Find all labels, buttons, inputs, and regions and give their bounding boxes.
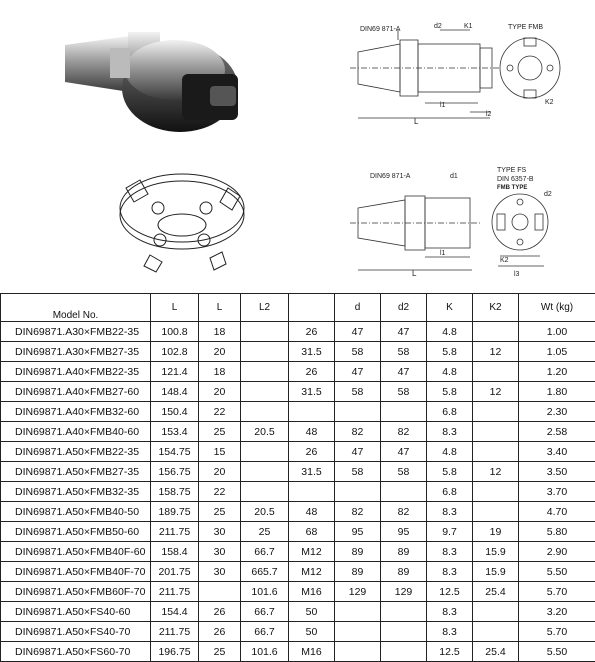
table-cell: 2.90 <box>519 542 595 562</box>
model-number-cell: DIN69871.A30×FMB22-35 <box>1 322 151 342</box>
model-number-cell: DIN69871.A50×FMB27-35 <box>1 462 151 482</box>
table-cell <box>241 382 289 402</box>
table-cell <box>381 482 427 502</box>
table-cell: 102.8 <box>151 342 199 362</box>
model-number-cell: DIN69871.A30×FMB27-35 <box>1 342 151 362</box>
table-header-row <box>1 294 595 322</box>
table-cell <box>241 362 289 382</box>
table-cell: 66.7 <box>241 602 289 622</box>
spec-table <box>0 293 595 662</box>
table-row <box>1 322 595 342</box>
table-cell: 20 <box>199 382 241 402</box>
table-row <box>1 522 595 542</box>
table-row <box>1 402 595 422</box>
table-cell: 665.7 <box>241 562 289 582</box>
table-cell <box>335 642 381 662</box>
table-cell: 58 <box>335 382 381 402</box>
table-cell: 129 <box>381 582 427 602</box>
table-cell: 26 <box>199 622 241 642</box>
table-cell: 25 <box>199 422 241 442</box>
table-cell: 82 <box>381 502 427 522</box>
model-number-cell: DIN69871.A50×FS40-70 <box>1 622 151 642</box>
table-cell: 196.75 <box>151 642 199 662</box>
table-cell: 48 <box>289 422 335 442</box>
table-cell: 47 <box>335 362 381 382</box>
table-cell: 3.40 <box>519 442 595 462</box>
table-cell: 82 <box>335 502 381 522</box>
model-number-cell: DIN69871.A40×FMB40-60 <box>1 422 151 442</box>
column-header: L <box>151 294 199 322</box>
table-cell: 5.50 <box>519 642 595 662</box>
table-cell: 12.5 <box>427 582 473 602</box>
table-cell <box>381 602 427 622</box>
table-cell: 47 <box>381 442 427 462</box>
table-cell: 82 <box>381 422 427 442</box>
table-cell: 5.8 <box>427 342 473 362</box>
table-cell <box>473 402 519 422</box>
table-cell <box>241 482 289 502</box>
table-cell: 95 <box>335 522 381 542</box>
table-cell: 5.8 <box>427 382 473 402</box>
table-cell <box>241 442 289 462</box>
table-cell: 30 <box>199 522 241 542</box>
din-6357-label: DIN 6357-B <box>497 176 534 183</box>
table-cell: 150.4 <box>151 402 199 422</box>
table-cell: 82 <box>335 422 381 442</box>
table-cell: 1.80 <box>519 382 595 402</box>
column-header: L <box>199 294 241 322</box>
table-row <box>1 362 595 382</box>
column-header: K2 <box>473 294 519 322</box>
table-cell: 15.9 <box>473 562 519 582</box>
column-header: d2 <box>381 294 427 322</box>
dim-k1-label: K1 <box>464 23 473 30</box>
table-cell: 189.75 <box>151 502 199 522</box>
table-cell: 30 <box>199 562 241 582</box>
table-cell: 47 <box>381 322 427 342</box>
table-cell: 25 <box>199 642 241 662</box>
model-number-cell: DIN69871.A50×FS60-70 <box>1 642 151 662</box>
table-row <box>1 602 595 622</box>
table-cell: 26 <box>289 442 335 462</box>
table-cell <box>473 502 519 522</box>
table-cell: 31.5 <box>289 462 335 482</box>
table-cell <box>473 442 519 462</box>
table-cell: 25 <box>241 522 289 542</box>
table-cell: 25 <box>199 502 241 522</box>
model-number-cell: DIN69871.A50×FMB32-35 <box>1 482 151 502</box>
table-cell <box>381 642 427 662</box>
table-cell: 2.30 <box>519 402 595 422</box>
table-cell <box>473 362 519 382</box>
table-cell <box>473 422 519 442</box>
model-number-cell: DIN69871.A50×FMB50-60 <box>1 522 151 542</box>
table-cell: 1.00 <box>519 322 595 342</box>
table-cell <box>473 622 519 642</box>
table-cell <box>335 402 381 422</box>
table-cell: 20 <box>199 342 241 362</box>
table-cell <box>199 582 241 602</box>
table-cell: 8.3 <box>427 562 473 582</box>
table-cell: 30 <box>199 542 241 562</box>
table-row <box>1 622 595 642</box>
table-cell: 22 <box>199 402 241 422</box>
table-cell: 12 <box>473 342 519 362</box>
table-cell: 8.3 <box>427 622 473 642</box>
table-cell: 58 <box>335 462 381 482</box>
tool-holder-photo <box>65 32 238 132</box>
table-cell: 154.4 <box>151 602 199 622</box>
model-number-cell: DIN69871.A50×FMB60F-70 <box>1 582 151 602</box>
dim-l-label: L <box>414 117 419 126</box>
table-cell: 4.8 <box>427 442 473 462</box>
table-cell <box>381 622 427 642</box>
dim-k2-label: K2 <box>545 99 554 106</box>
table-cell: 3.70 <box>519 482 595 502</box>
table-cell: 8.3 <box>427 542 473 562</box>
table-cell: 211.75 <box>151 522 199 542</box>
dim-d2-bottom-label: d2 <box>544 191 552 198</box>
table-cell: 158.4 <box>151 542 199 562</box>
table-cell: 5.50 <box>519 562 595 582</box>
table-cell: 31.5 <box>289 382 335 402</box>
table-cell: 89 <box>381 562 427 582</box>
table-cell: 50 <box>289 622 335 642</box>
dim-d2-label: d2 <box>434 23 442 30</box>
table-cell <box>473 482 519 502</box>
table-cell: 201.75 <box>151 562 199 582</box>
table-cell: 211.75 <box>151 582 199 602</box>
model-number-cell: DIN69871.A50×FMB40F-70 <box>1 562 151 582</box>
table-cell: 1.20 <box>519 362 595 382</box>
table-cell: 26 <box>289 322 335 342</box>
column-header: L2 <box>241 294 289 322</box>
table-cell: 9.7 <box>427 522 473 542</box>
dim-l1-bottom-label: l1 <box>440 250 446 257</box>
table-cell: 22 <box>199 482 241 502</box>
model-number-cell: DIN69871.A50×FMB40F-60 <box>1 542 151 562</box>
table-cell: 18 <box>199 362 241 382</box>
table-row <box>1 422 595 442</box>
table-cell <box>241 342 289 362</box>
table-cell: 26 <box>199 602 241 622</box>
table-cell: 25.4 <box>473 642 519 662</box>
table-row <box>1 582 595 602</box>
table-cell: 100.8 <box>151 322 199 342</box>
table-cell: M12 <box>289 542 335 562</box>
table-cell: 95 <box>381 522 427 542</box>
table-row <box>1 462 595 482</box>
table-cell <box>381 402 427 422</box>
dim-l2-label: l2 <box>486 111 492 118</box>
table-cell: 4.8 <box>427 322 473 342</box>
table-cell: 5.80 <box>519 522 595 542</box>
table-cell: 154.75 <box>151 442 199 462</box>
table-cell <box>335 622 381 642</box>
table-cell: 26 <box>289 362 335 382</box>
model-number-cell: DIN69871.A50×FMB22-35 <box>1 442 151 462</box>
dim-k2-bottom-label: K2 <box>500 257 509 264</box>
table-cell: 101.6 <box>241 582 289 602</box>
table-cell: 50 <box>289 602 335 622</box>
fmb-technical-drawing <box>350 30 560 118</box>
type-fmb-label: TYPE FMB <box>508 24 543 31</box>
table-cell: 3.50 <box>519 462 595 482</box>
table-cell: 48 <box>289 502 335 522</box>
product-figures <box>0 0 595 293</box>
table-cell: 5.70 <box>519 582 595 602</box>
column-header: Wt (kg) <box>519 294 595 322</box>
din-bottom-label: DIN69 871-A <box>370 173 411 180</box>
din-top-label: DIN69 871-A <box>360 26 401 33</box>
table-cell: M16 <box>289 642 335 662</box>
table-cell: 101.6 <box>241 642 289 662</box>
table-cell: 58 <box>335 342 381 362</box>
type-fs-label: TYPE FS <box>497 167 527 174</box>
table-cell: 25.4 <box>473 582 519 602</box>
table-cell <box>335 602 381 622</box>
table-cell: 6.8 <box>427 402 473 422</box>
table-cell <box>335 482 381 502</box>
dim-l3-label: l3 <box>514 271 520 278</box>
table-row <box>1 442 595 462</box>
table-row <box>1 482 595 502</box>
dim-l1-label: l1 <box>440 102 446 109</box>
table-cell: 5.8 <box>427 462 473 482</box>
table-cell: 15 <box>199 442 241 462</box>
table-cell: 15.9 <box>473 542 519 562</box>
table-cell: M16 <box>289 582 335 602</box>
table-cell: 4.70 <box>519 502 595 522</box>
model-number-cell: DIN69871.A40×FMB27-60 <box>1 382 151 402</box>
column-header: K <box>427 294 473 322</box>
table-body <box>1 322 595 662</box>
table-cell <box>473 322 519 342</box>
model-number-cell: DIN69871.A40×FMB22-35 <box>1 362 151 382</box>
table-cell: 68 <box>289 522 335 542</box>
table-cell <box>241 322 289 342</box>
column-header: d <box>335 294 381 322</box>
table-cell: 58 <box>381 462 427 482</box>
table-cell: 153.4 <box>151 422 199 442</box>
table-cell: 20.5 <box>241 502 289 522</box>
table-cell: 66.7 <box>241 622 289 642</box>
table-cell <box>289 402 335 422</box>
table-cell <box>241 462 289 482</box>
table-cell: 12 <box>473 382 519 402</box>
table-row <box>1 382 595 402</box>
table-cell: 158.75 <box>151 482 199 502</box>
table-cell: 31.5 <box>289 342 335 362</box>
table-cell: 8.3 <box>427 422 473 442</box>
table-row <box>1 562 595 582</box>
fs-technical-drawing <box>350 194 548 270</box>
table-cell: 66.7 <box>241 542 289 562</box>
table-cell <box>289 482 335 502</box>
model-number-cell: DIN69871.A50×FMB40-50 <box>1 502 151 522</box>
table-cell <box>473 602 519 622</box>
column-header <box>289 294 335 322</box>
table-cell: 47 <box>335 322 381 342</box>
table-cell: 211.75 <box>151 622 199 642</box>
table-cell: 148.4 <box>151 382 199 402</box>
table-cell: 1.05 <box>519 342 595 362</box>
table-cell: 58 <box>381 382 427 402</box>
table-cell: 2.58 <box>519 422 595 442</box>
table-cell: 89 <box>335 562 381 582</box>
table-row <box>1 542 595 562</box>
table-cell: 5.70 <box>519 622 595 642</box>
column-header: Model No. <box>1 294 151 322</box>
table-row <box>1 642 595 662</box>
table-cell: 47 <box>335 442 381 462</box>
table-cell: 8.3 <box>427 502 473 522</box>
dim-d1-label: d1 <box>450 173 458 180</box>
model-number-cell: DIN69871.A50×FS40-60 <box>1 602 151 622</box>
table-cell: 19 <box>473 522 519 542</box>
table-row <box>1 342 595 362</box>
dim-l-bottom-label: L <box>412 269 417 278</box>
table-cell <box>241 402 289 422</box>
cutter-ring-drawing <box>120 174 244 272</box>
table-cell: 4.8 <box>427 362 473 382</box>
table-cell: 156.75 <box>151 462 199 482</box>
table-cell: 12.5 <box>427 642 473 662</box>
table-cell: 20.5 <box>241 422 289 442</box>
table-cell: 12 <box>473 462 519 482</box>
table-cell: M12 <box>289 562 335 582</box>
table-cell: 18 <box>199 322 241 342</box>
table-cell: 47 <box>381 362 427 382</box>
table-cell: 8.3 <box>427 602 473 622</box>
figure-canvas <box>0 0 595 293</box>
table-cell: 6.8 <box>427 482 473 502</box>
table-cell: 121.4 <box>151 362 199 382</box>
table-cell: 89 <box>381 542 427 562</box>
fmb-type-label: FMB TYPE <box>497 185 527 191</box>
table-cell: 129 <box>335 582 381 602</box>
table-cell: 3.20 <box>519 602 595 622</box>
model-number-cell: DIN69871.A40×FMB32-60 <box>1 402 151 422</box>
table-cell: 89 <box>335 542 381 562</box>
table-cell: 58 <box>381 342 427 362</box>
table-cell: 20 <box>199 462 241 482</box>
table-row <box>1 502 595 522</box>
